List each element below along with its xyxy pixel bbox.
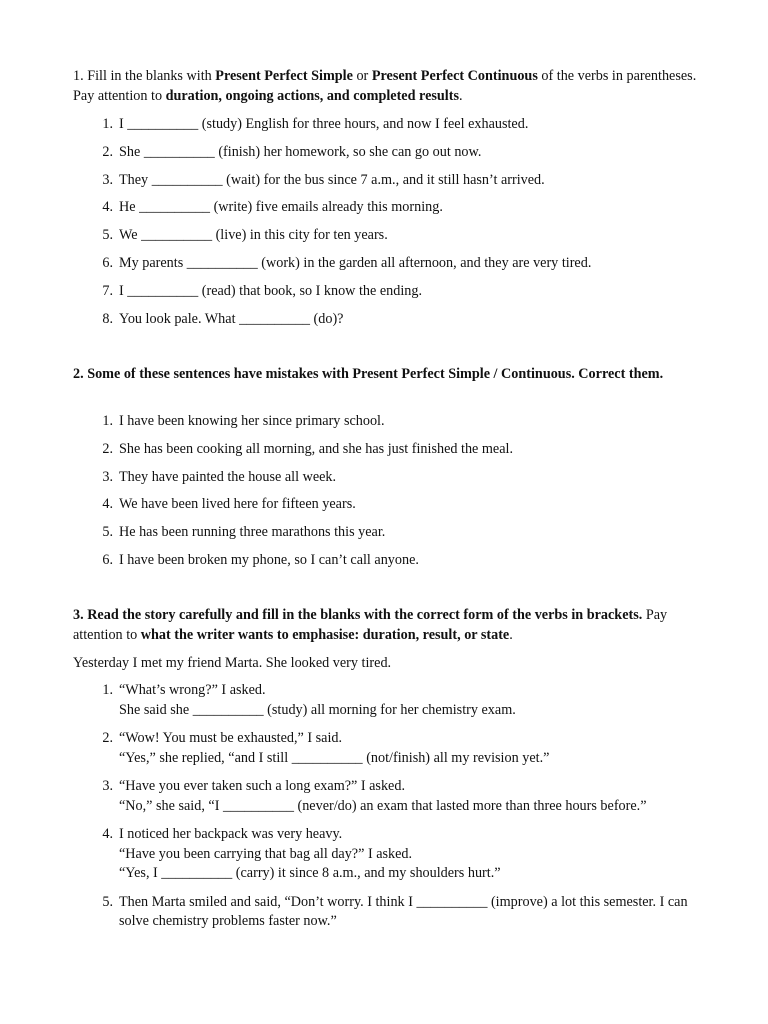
- list-item: 5 . Then Marta smiled and said, “Don’t worry. I think I __________ (improve) a lot this semester. I can solve chemistry problems faster now.”: [73, 893, 703, 932]
- section3-list: [73, 681, 703, 941]
- section3-instr-bold: 3. Read the story carefully and fill in the blanks with the correct form of the verbs in brackets.: [73, 607, 643, 623]
- list-item: 3 . They __________ (wait) for the bus since 7 a.m., and it still hasn’t arrived.: [73, 171, 703, 199]
- item-text: I __________ (read) that book, so I know the ending.: [119, 282, 423, 299]
- list-item: 5 . He has been running three marathons this year.: [73, 523, 703, 551]
- list-item: 5 . We __________ (live) in this city for ten years.: [73, 226, 703, 254]
- list-item: 4 . We have been lived here for fifteen years.: [73, 495, 703, 523]
- section2-instructions: [73, 365, 703, 385]
- item-line: “Have you been carrying that bag all day?” I asked.: [119, 845, 413, 862]
- section1-instr-text: 1. Fill in the blanks with: [73, 68, 216, 84]
- list-item: 4 . I noticed her backpack was very heavy. “Have you been carrying that bag all day?” I asked. “Yes, I __________ (carry) it since 8 a.m., and my shoulders hurt.”: [73, 825, 703, 884]
- item-text: He __________ (write) five emails already this morning.: [119, 199, 443, 216]
- list-item: 8 . You look pale. What __________ (do)?: [73, 310, 703, 338]
- section1-instr-bold: duration, ongoing actions, and completed results: [165, 87, 459, 104]
- section3-instructions: [73, 606, 703, 645]
- item-line: “Wow! You must be exhausted,” I said.: [119, 730, 343, 746]
- item-text: My parents __________ (work) in the garden all afternoon, and they are very tired.: [119, 254, 592, 271]
- list-item: 1 . I have been knowing her since primary school.: [73, 412, 703, 440]
- list-item: 3 . “Have you ever taken such a long exam?” I asked. “No,” she said, “I __________ (never/do) an exam that lasted more than three hours before.”: [73, 777, 703, 816]
- list-item: 7 . I __________ (read) that book, so I know the ending.: [73, 282, 703, 310]
- item-line: “Yes, I __________ (carry) it since 8 a.m., and my shoulders hurt.”: [119, 865, 501, 881]
- list-item: 1 . “What’s wrong?” I asked. She said she __________ (study) all morning for her chemistry exam.: [73, 681, 703, 720]
- item-text: We __________ (live) in this city for ten years.: [119, 227, 388, 244]
- item-text: They have painted the house all week.: [119, 468, 337, 485]
- item-line: “Have you ever taken such a long exam?” I asked.: [119, 778, 405, 794]
- section3-instr-text: .: [509, 626, 513, 643]
- section1-instr-bold: Present Perfect Continuous: [371, 68, 538, 84]
- section2-list: [73, 412, 703, 579]
- item-text: You look pale. What __________ (do)?: [119, 310, 344, 327]
- item-line: She said she __________ (study) all morning for her chemistry exam.: [119, 701, 516, 718]
- item-text: He has been running three marathons this year.: [119, 524, 386, 541]
- list-item: 3 . They have painted the house all week.: [73, 468, 703, 496]
- item-line: “No,” she said, “I __________ (never/do) an exam that lasted more than three hours before.”: [119, 797, 647, 814]
- item-text: We have been lived here for fifteen years.: [119, 496, 356, 513]
- item-text: She __________ (finish) her homework, so she can go out now.: [119, 143, 482, 160]
- list-item: 2 . She __________ (finish) her homework, so she can go out now.: [73, 143, 703, 171]
- section1-list: [73, 115, 703, 337]
- list-item: 2 . “Wow! You must be exhausted,” I said. “Yes,” she replied, “and I still __________ (not/finish) all my revision yet.”: [73, 729, 703, 768]
- story-intro: Yesterday I met my friend Marta. She looked very tired.: [73, 655, 392, 671]
- section2-instr-bold: 2. Some of these sentences have mistakes with Present Perfect Simple / Continuous. Correct them.: [73, 366, 664, 382]
- section1-instr-text: of the verbs in parentheses. Pay attention to: [73, 68, 697, 104]
- item-line: Then Marta smiled and said, “Don’t worry. I think I __________ (improve) a lot this semester. I can solve chemistry problems faster now.”: [119, 893, 688, 929]
- item-text: I have been broken my phone, so I can’t call anyone.: [119, 551, 419, 568]
- section3-instr-text: Pay attention to: [73, 607, 668, 643]
- list-item: 4 . He __________ (write) five emails already this morning.: [73, 198, 703, 226]
- item-text: They __________ (wait) for the bus since 7 a.m., and it still hasn’t arrived.: [119, 171, 545, 188]
- item-line: I noticed her backpack was very heavy.: [119, 826, 343, 842]
- item-text: I have been knowing her since primary school.: [119, 413, 385, 429]
- item-line: “Yes,” she replied, “and I still __________ (not/finish) all my revision yet.”: [119, 749, 550, 766]
- section3-instr-bold: what the writer wants to emphasise: duration, result, or state: [140, 626, 510, 643]
- list-item: 1 . I __________ (study) English for three hours, and now I feel exhausted.: [73, 115, 703, 143]
- section1-instr-text: or: [352, 68, 372, 84]
- list-item: 6 . I have been broken my phone, so I can’t call anyone.: [73, 551, 703, 579]
- item-text: She has been cooking all morning, and she has just finished the meal.: [119, 440, 514, 457]
- list-item: 6 . My parents __________ (work) in the garden all afternoon, and they are very tired.: [73, 254, 703, 282]
- item-text: I __________ (study) English for three hours, and now I feel exhausted.: [119, 116, 529, 132]
- section1-instr-bold: Present Perfect Simple: [215, 68, 353, 84]
- section1-instr-text: .: [458, 87, 463, 104]
- item-line: “What’s wrong?” I asked.: [119, 682, 266, 698]
- list-item: 2 . She has been cooking all morning, and she has just finished the meal.: [73, 440, 703, 468]
- section1-instructions: [73, 67, 703, 106]
